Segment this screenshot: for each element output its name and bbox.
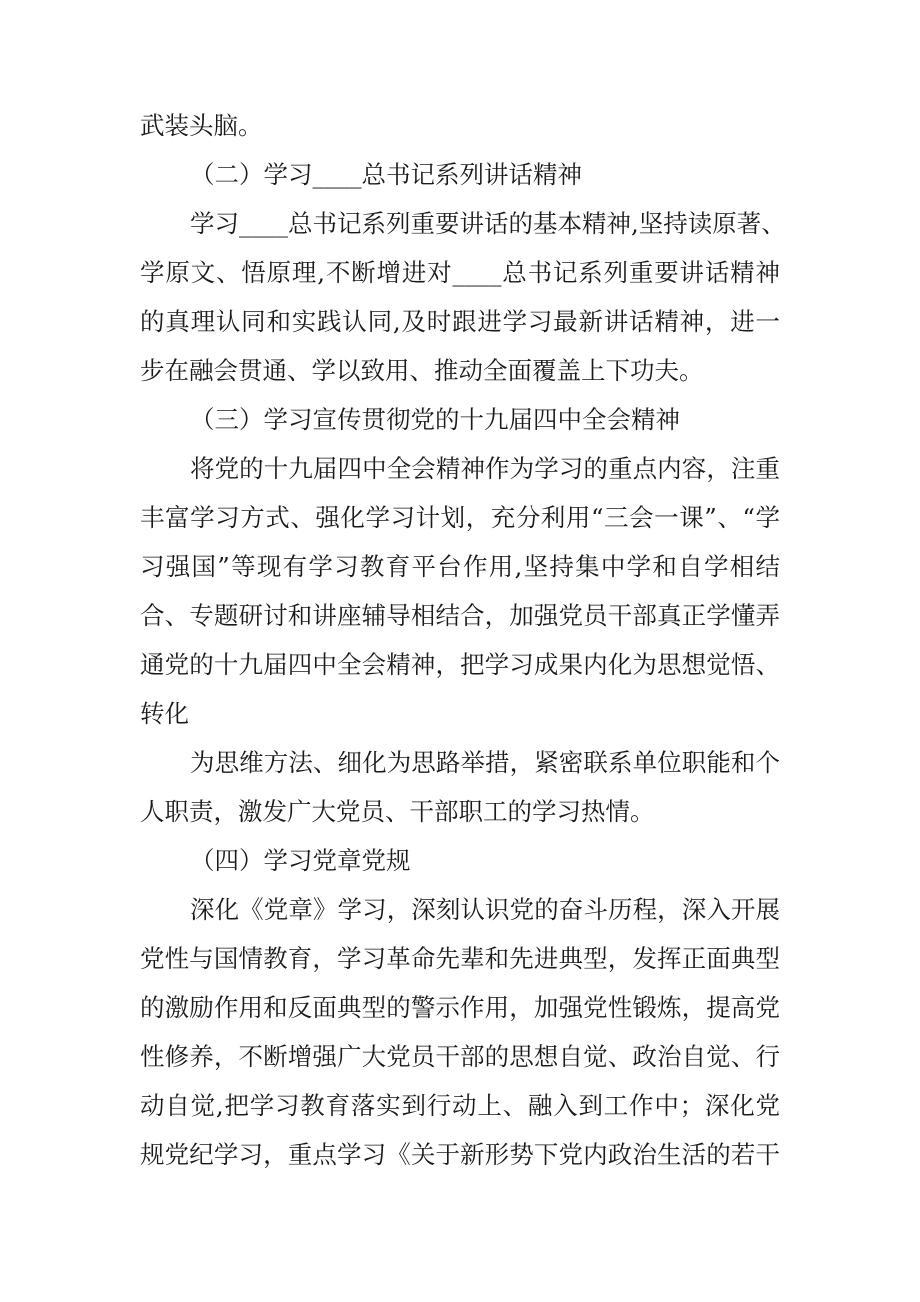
section-heading: （二）学习____总书记系列讲话精神 — [190, 160, 582, 189]
text-line: 为思维方法、细化为思路举措，紧密联系单位职能和个 — [190, 748, 780, 777]
text-line: 的真理认同和实践认同,及时跟进学习最新讲话精神，进一 — [140, 307, 780, 336]
text-line: 学习____总书记系列重要讲话的基本精神,坚持读原著、 — [190, 209, 786, 238]
text-line: 将党的十九届四中全会精神作为学习的重点内容，注重 — [190, 454, 780, 483]
text-line: 人职责，激发广大党员、干部职工的学习热情。 — [140, 797, 655, 826]
text-line: 武装头脑。 — [140, 111, 263, 140]
text-line: 合、专题研讨和讲座辅导相结合，加强党员干部真正学懂弄 — [140, 601, 780, 630]
section-heading: （四）学习党章党规 — [190, 846, 411, 875]
text-line: 深化《党章》学习，深刻认识党的奋斗历程，深入开展 — [190, 895, 780, 924]
text-line: 丰富学习方式、强化学习计划，充分利用“三会一课”、“学 — [140, 503, 780, 532]
text-line: 动自觉,把学习教育落实到行动上、融入到工作中；深化党 — [140, 1091, 780, 1120]
text-line: 习强国”等现有学习教育平台作用,坚持集中学和自学相结 — [140, 552, 780, 581]
text-line: 通党的十九届四中全会精神，把学习成果内化为思想觉悟、 — [140, 650, 780, 679]
text-line: 的激励作用和反面典型的警示作用，加强党性锻炼，提高党 — [140, 993, 780, 1022]
section-heading: （三）学习宣传贯彻党的十九届四中全会精神 — [190, 405, 680, 434]
text-line: 规党纪学习，重点学习《关于新形势下党内政治生活的若干 — [140, 1140, 780, 1169]
text-line: 学原文、悟原理,不断增进对____总书记系列重要讲话精神 — [140, 258, 780, 287]
text-line: 转化 — [140, 699, 189, 728]
text-line: 党性与国情教育，学习革命先辈和先进典型，发挥正面典型 — [140, 944, 780, 973]
text-line: 步在融会贯通、学以致用、推动全面覆盖上下功夫。 — [140, 356, 704, 385]
text-line: 性修养，不断增强广大党员干部的思想自觉、政治自觉、行 — [140, 1042, 780, 1071]
